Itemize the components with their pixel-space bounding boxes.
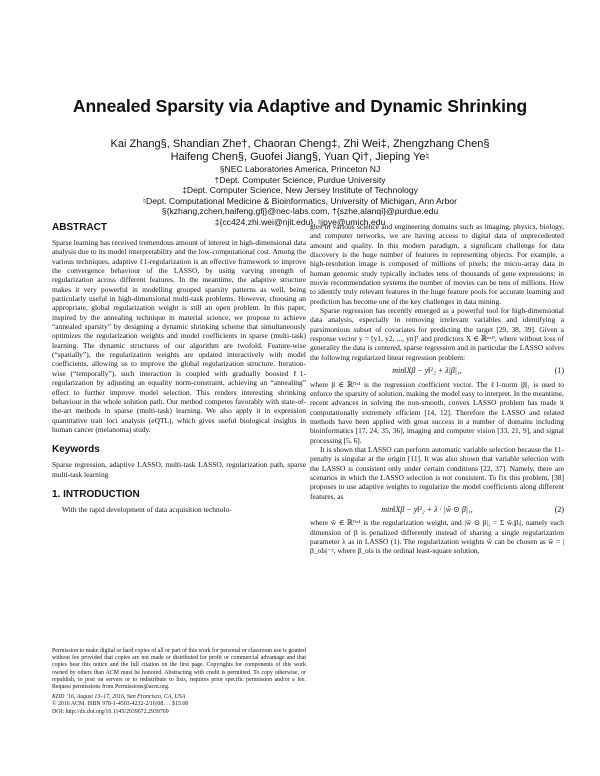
email-line-2: ‡{cc424,zhi.wei@njit.edu}, ♮jpye@umich.edu — [214, 216, 386, 227]
equation-1-body: min‖Xβ − y‖²₂ + λ|β|₁, — [392, 366, 462, 376]
affiliation-umich: ♮Dept. Computational Medicine & Bioinformatics, University of Michigan, Ann Arbor — [142, 195, 458, 206]
author-line-1: Kai Zhang§, Shandian Zhe†, Chaoran Cheng‡, Zhi Wei‡, Zhengzhang Chen§ — [110, 138, 490, 150]
paper-title: Annealed Sparsity via Adaptive and Dynamic Shrinking — [72, 96, 528, 116]
permission-notice: Permission to make digital or hard copies of all or part of this work for personal or classroom use is granted without fee provided that copies are not made or distributed for profit or commercial advantage and that copies bear this notice and the full citation on the first page. Copyrights for components of this work owned by others than ACM must be honored. Abstracting with credit is permitted. To copy otherwise, or republish, to post on servers or to redistribute to lists, requires prior specific permission and/or a fee. Request permissions from Permissions@acm.org. — [52, 648, 306, 691]
doi-link[interactable]: DOI: http://dx.doi.org/10.1145/2939672.2939769 — [52, 708, 169, 715]
keywords-text: Sparse regression, adaptive LASSO, multi-task LASSO, regularization path, sparse multi-task learning — [52, 460, 306, 479]
affiliation-purdue: †Dept. Computer Science, Purdue University — [214, 174, 386, 185]
introduction-heading: 1. INTRODUCTION — [52, 488, 140, 500]
right-column — [310, 222, 564, 556]
abstract-text: Sparse learning has received tremendous amount of interest in high-dimensional data analysis due to its model interpretability and the low-computational cost. Among the various techniques, adaptive ℓ1-regularization is an effective framework to improve the convergence behaviour of the LASSO, by using varying strength of regularization across different features. In the meantime, the adaptive structure makes it very powerful in modelling grouped sparsity patterns as well, being particularly useful in high-dimensional multi-task problems. However, choosing an appropriate, global regularization weight is still an open problem. In this paper, inspired by the annealing technique in material science, we propose to achieve “annealed sparsity” by designing a dynamic shrinking scheme that simultaneously optimizes the regularization weights and model coefficients in sparse (multi-task) learning. The dynamic structures of our algorithm are twofold. Feature-wise (“spatially”), the regularization weights are updated interactively with model coefficients, allowing us to improve the global regularization structure. Iteration-wise (“temporally”), such interaction is coupled with gradually boosted ℓ1-regularization by adjusting an equality norm-constraint, achieving an “annealing” effect to further improve model selection. This renders interesting shrinking behaviour in the whole solution path. Our method competes favorably with state-of-the-art methods in sparse (multi-task) learning. We also apply it in expression quantitative trait loci analysis (eQTL), which gives useful biological insights in human cancer (melanoma) study. — [52, 238, 306, 434]
abstract-heading: ABSTRACT — [52, 222, 107, 233]
introduction-text: With the rapid development of data acquisition technolo- — [62, 504, 232, 514]
affiliation-njit: ‡Dept. Computer Science, New Jersey Institute of Technology — [182, 185, 418, 196]
equation-1 — [310, 366, 564, 375]
intro-paragraph-2: Sparse regression has recently emerged as a powerful tool for high-dimensional data analysis, especially in removing irrelevant variables and identifying a parsimonious subset of covariates for predicting the target [29, 38, 39]. Given a response vector y = [y1, y2, ..., yn]ᵀ and predictors X ∈ ℝⁿˣᴰ, where without loss of generality the data is centered, sparse regression and in particular the LASSO solves the following regularized linear regression problem: — [310, 306, 564, 362]
equation-1-number: (1) — [554, 366, 564, 376]
affiliation-nec: §NEC Laboratories America, Princeton NJ — [219, 164, 381, 174]
intro-paragraph-3: where β ∈ ℝᴰˣ¹ is the regression coefficient vector. The ℓ1-norm |β|₁ is used to enforce the sparsity of solution, making the model easy to interpret. In the meantime, recent advances in solving the non-smooth, convex LASSO problem has made it computationally extremely efficient [14, 12]. Therefore the LASSO and related methods have been applied with great success in a number of domains including bioinformatics [17, 24, 35, 36], imaging and computer vision [33, 21, 9], and signal processing [5, 6]. — [310, 379, 564, 445]
equation-2-number: (2) — [554, 504, 564, 514]
left-column — [52, 222, 306, 514]
intro-paragraph-1: gies in various science and engineering domains such as imaging, physics, biology, and computer networks, we are having access to digital data of unprecedented amount and quality. In this modern paradigm, a significant challenge for data discovery is the huge number of features in representing objects. For example, a high-resolution image is composed of millions of pixels; the micro-array data in human genomic study typically includes tens of thousands of gene expressions; in movie recommendation systems the number of movies can be tens of millions. How to identify truly relevant features in the huge feature pools for accurate learning and prediction has become one of the key challenges in data mining. — [310, 222, 564, 306]
equation-2-body: min‖Xβ − y‖²₂ + λ · |ŵ ⊙ β|₁, — [381, 504, 473, 514]
intro-paragraph-4: It is shown that LASSO can perform automatic variable selection because the ℓ1-penalty is singular at the origin [11]. It was also shown that variable selection with the LASSO is consistent only under certain conditions [22, 37]. Namely, there are scenarios in which the LASSO selection is not consistent. To fix this problem, [38] proposes to use adaptive weights to regularize the model coefficients along different features, as — [310, 444, 564, 501]
copyright-line: © 2016 ACM. ISBN 978-1-4503-4232-2/16/08. . . $15.00 — [52, 701, 189, 708]
author-line-2: Haifeng Chen§, Guofei Jiang§, Yuan Qi†, Jieping Ye♮ — [170, 151, 430, 163]
intro-paragraph-5: where ŵ ∈ ℝᴰˣ¹ is the regularization weight, and |ŵ ⊙ β|₁ = Σ ŵᵢ|βᵢ|, namely each dimension of β is penalized differently instead of sharing a single regularization parameter λ as in LASSO (1). The regularization weights ŵ can be chosen as ŵ = |β_ols|⁻ʸ, where β_ols is the ordinal least-square solution, — [310, 518, 564, 556]
email-line-1: §{kzhang,zchen,haifeng,gfj}@nec-labs.com, †{szhe,alanqi}@purdue.edu — [161, 206, 439, 217]
copyright-footnote — [52, 648, 306, 716]
conference-info: KDD ’16, August 13–17, 2016, San Francisco, CA, USA — [52, 694, 186, 701]
equation-2 — [310, 505, 564, 514]
author-block — [0, 138, 600, 228]
keywords-heading: Keywords — [52, 444, 100, 456]
